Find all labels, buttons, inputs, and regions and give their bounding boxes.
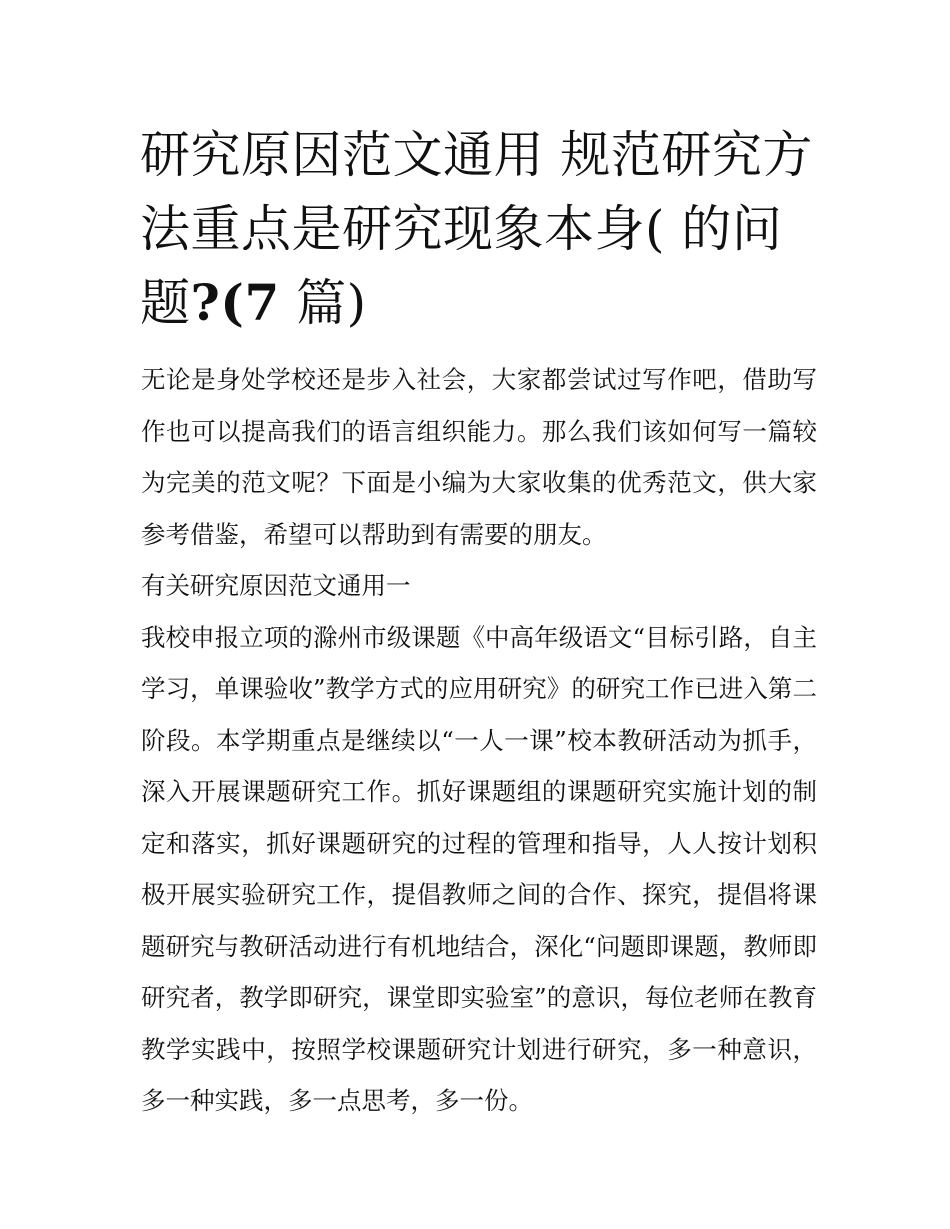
document-title <box>140 118 820 340</box>
intro-paragraph: 无论是身处学校还是步入社会，大家都尝试过写作吧，借助写作也可以提高我们的语言组织能力。那么我们该如何写一篇较为完美的范文呢？下面是小编为大家收集的优秀范文，供大家参考借鉴，希望可以帮助到有需要的朋友。 <box>141 365 817 549</box>
title-bold-count: ?(7 <box>190 273 280 332</box>
document-body <box>141 354 817 1127</box>
title-suffix: 篇) <box>279 274 367 332</box>
section-paragraph: 我校申报立项的滁州市级课题《中高年级语文“目标引路，自主学习，单课验收”教学方式的应用研究》的研究工作已进入第二阶段。本学期重点是继续以“一人一课”校本教研活动为抓手，深入开展课题研究工作。抓好课题组的课题研究实施计划的制定和落实，抓好课题研究的过程的管理和指导，人人按计划积极开展实验研究工作，提倡教师之间的合作、探究，提倡将课题研究与教研活动进行有机地结合，深化“问题即课题，教师即研究者，教学即研究，课堂即实验室”的意识，每位老师在教育教学实践中，按照学校课题研究计划进行研究，多一种意识，多一种实践，多一点思考，多一份。 <box>141 622 817 1115</box>
section-heading: 有关研究原因范文通用一 <box>141 571 411 600</box>
title-text: 研究原因范文通用 规范研究方法重点是研究现象本身( 的问题 <box>140 126 813 332</box>
